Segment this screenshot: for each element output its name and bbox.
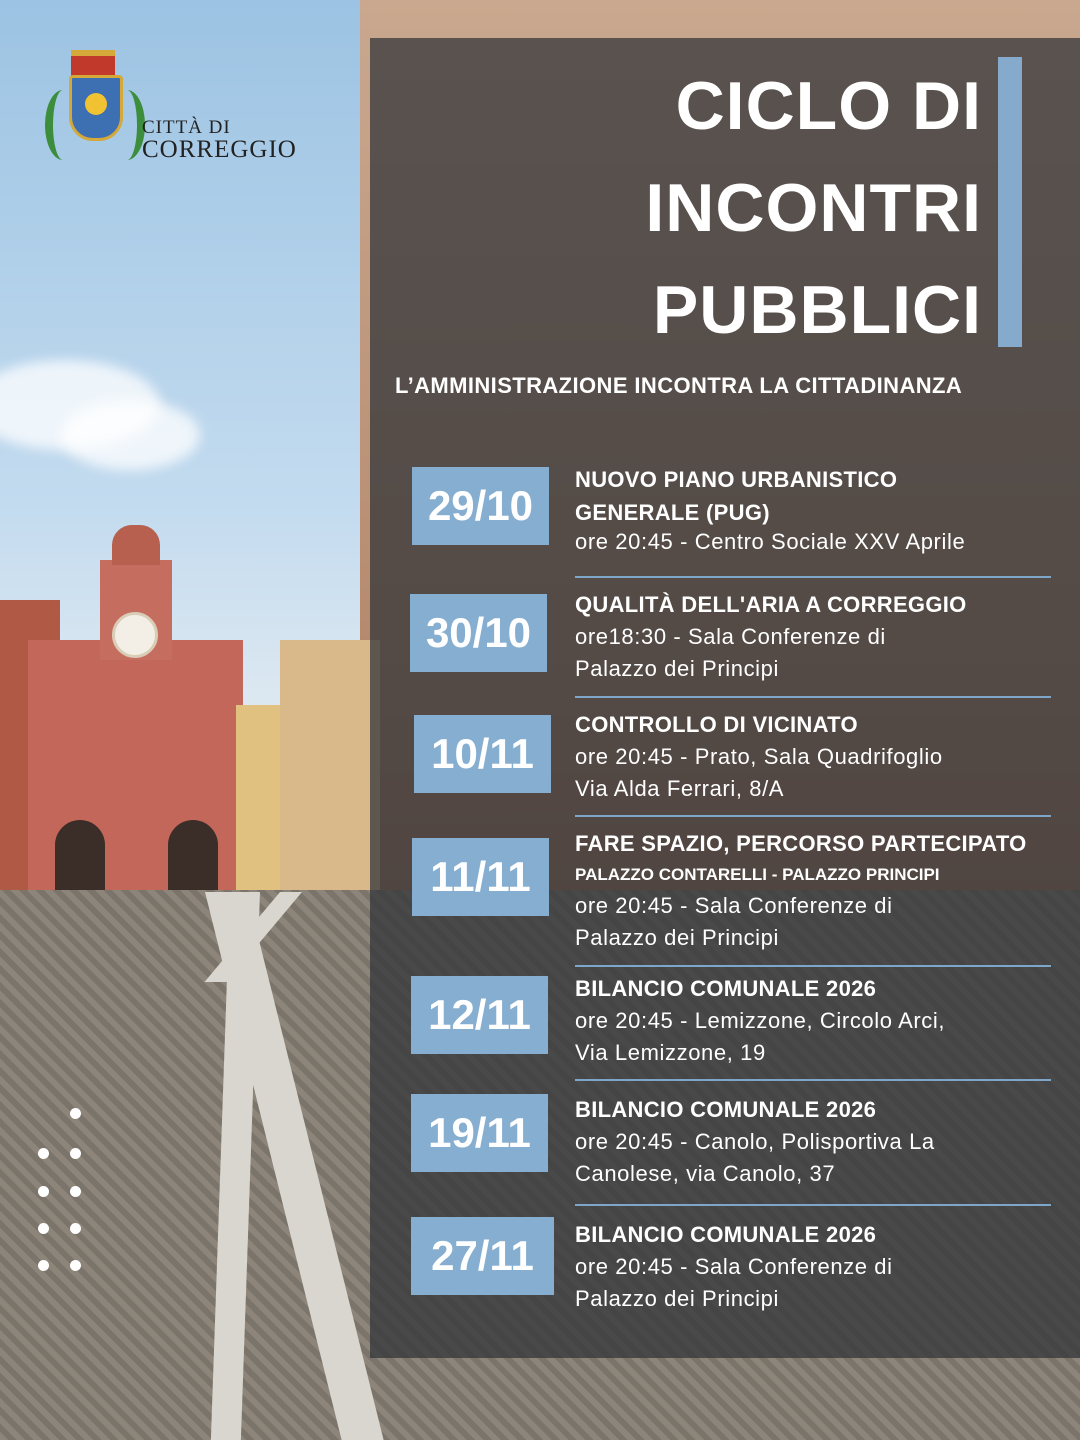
event-title: BILANCIO COMUNALE 2026 (575, 1222, 877, 1247)
event-detail: ore 20:45 - Sala Conferenze di (575, 1254, 893, 1279)
event-date-badge: 30/10 (410, 594, 547, 672)
page-title (645, 55, 982, 361)
event-divider (575, 965, 1051, 967)
event-detail: ore 20:45 - Prato, Sala Quadrifoglio (575, 744, 943, 769)
event-divider (575, 1079, 1051, 1081)
street-buildings (280, 640, 380, 900)
event-title: NUOVO PIANO URBANISTICO (575, 467, 898, 492)
tower-cap (112, 525, 160, 565)
dot-icon (70, 1148, 81, 1159)
clock-icon (112, 612, 158, 658)
dot-icon (38, 1223, 49, 1234)
dot-icon (38, 1186, 49, 1197)
event-title: FARE SPAZIO, PERCORSO PARTECIPATO (575, 831, 1027, 856)
event-detail: Palazzo dei Principi (575, 925, 779, 950)
title-accent-bar (998, 57, 1022, 347)
event-date-badge: 10/11 (414, 715, 551, 793)
sun-icon (85, 93, 107, 115)
event-divider (575, 696, 1051, 698)
event-date-badge: 27/11 (411, 1217, 554, 1295)
logo-text-line2: CORREGGIO (142, 136, 297, 163)
arch (168, 820, 218, 890)
title-line: CICLO DI (675, 68, 982, 144)
event-subtitle: PALAZZO CONTARELLI - PALAZZO PRINCIPI (575, 865, 940, 884)
dot-icon (70, 1260, 81, 1271)
event-item (575, 1093, 935, 1190)
title-line: PUBBLICI (652, 272, 982, 348)
event-detail: Via Alda Ferrari, 8/A (575, 776, 785, 801)
dot-icon (38, 1260, 49, 1271)
event-divider (575, 576, 1051, 578)
event-detail: Canolese, via Canolo, 37 (575, 1161, 836, 1186)
event-date-badge: 12/11 (411, 976, 548, 1054)
event-detail: ore18:30 - Sala Conferenze di (575, 624, 886, 649)
event-detail: Palazzo dei Principi (575, 656, 779, 681)
event-title: CONTROLLO DI VICINATO (575, 712, 858, 737)
event-title: BILANCIO COMUNALE 2026 (575, 1097, 877, 1122)
event-divider (575, 815, 1051, 817)
decorative-dots (38, 1108, 88, 1278)
arch (55, 820, 105, 890)
cloud (60, 400, 200, 470)
event-detail: ore 20:45 - Canolo, Polisportiva La (575, 1129, 935, 1154)
event-divider (575, 1204, 1051, 1206)
crown-icon (71, 50, 115, 78)
event-detail: Palazzo dei Principi (575, 1286, 779, 1311)
dot-icon (70, 1186, 81, 1197)
page-subtitle: L’AMMINISTRAZIONE INCONTRA LA CITTADINANZA (395, 373, 963, 398)
event-item (575, 827, 1027, 954)
logo-text-line1: CITTÀ DI (142, 117, 231, 138)
event-item (575, 588, 967, 685)
event-date-badge: 11/11 (412, 838, 549, 916)
event-title: BILANCIO COMUNALE 2026 (575, 976, 877, 1001)
event-item (575, 708, 943, 805)
title-line: INCONTRI (645, 170, 982, 246)
event-item (575, 463, 965, 555)
event-date-badge: 29/10 (412, 467, 549, 545)
event-title: QUALITÀ DELL'ARIA A CORREGGIO (575, 592, 967, 617)
city-logo (45, 50, 295, 170)
event-detail: ore 20:45 - Sala Conferenze di (575, 893, 893, 918)
event-title: GENERALE (PUG) (575, 500, 770, 525)
event-date-badge: 19/11 (411, 1094, 548, 1172)
event-detail: ore 20:45 - Centro Sociale XXV Aprile (575, 529, 966, 554)
event-detail: Via Lemizzone, 19 (575, 1040, 766, 1065)
event-detail: ore 20:45 - Lemizzone, Circolo Arci, (575, 1008, 946, 1033)
dot-icon (70, 1223, 81, 1234)
dot-icon (38, 1148, 49, 1159)
event-item (575, 1218, 893, 1315)
yellow-building (236, 705, 286, 890)
event-item (575, 972, 945, 1069)
dot-icon (70, 1108, 81, 1119)
